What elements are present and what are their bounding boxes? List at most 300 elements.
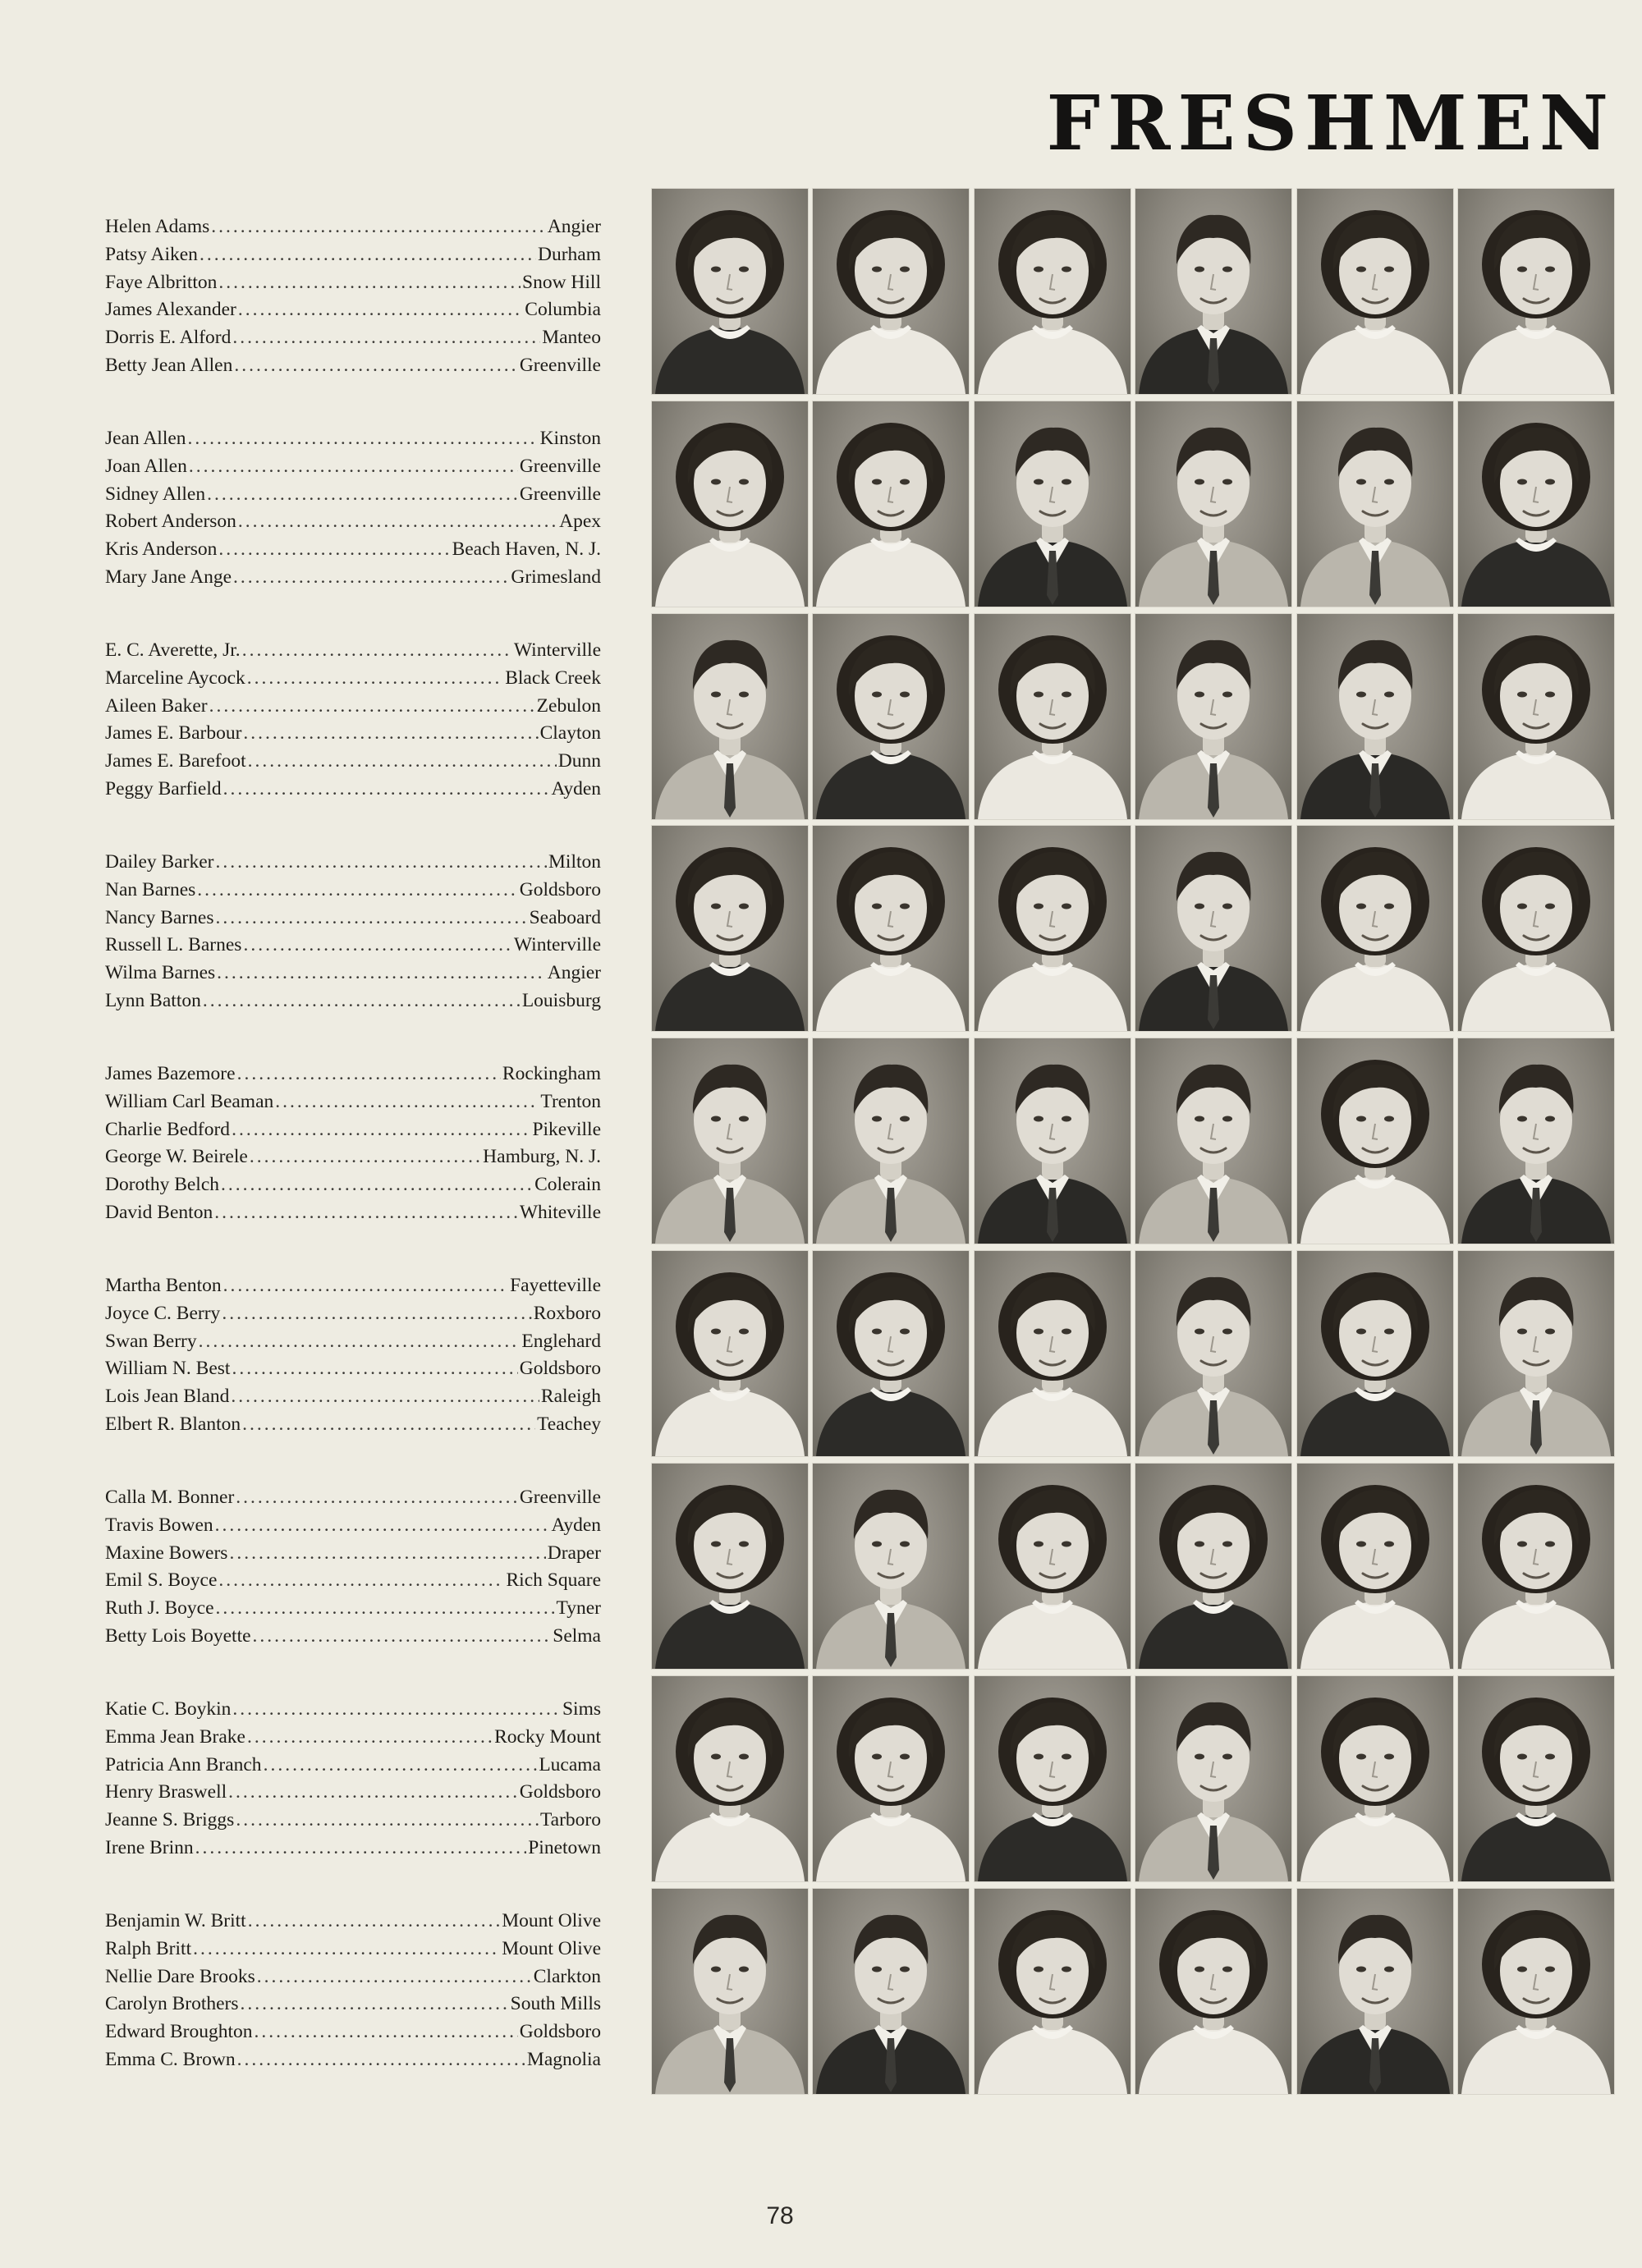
student-hometown: Tyner: [556, 1597, 601, 1620]
student-hometown: Whiteville: [519, 1201, 601, 1223]
portrait-image: [1458, 1251, 1614, 1456]
portrait-image: [1135, 1464, 1291, 1669]
student-name: Emil S. Boyce: [105, 1569, 218, 1592]
student-name: Nan Barnes: [105, 878, 196, 900]
student-hometown: Lucama: [539, 1753, 601, 1775]
student-entry: [105, 1088, 601, 1116]
student-name: Joyce C. Berry: [105, 1302, 221, 1324]
student-name: Patricia Ann Branch: [105, 1753, 262, 1775]
student-name: Edward Broughton: [105, 2021, 253, 2043]
page-title: FRESHMEN: [1046, 79, 1616, 167]
student-portrait: [1297, 1889, 1453, 2094]
student-portrait: [1297, 189, 1453, 394]
student-portrait: [975, 189, 1131, 394]
portrait-image: [975, 826, 1131, 1031]
student-entry: [105, 1963, 601, 1991]
portrait-image: [813, 614, 969, 819]
student-portrait: [1458, 1251, 1614, 1456]
student-name: Aileen Baker: [105, 694, 208, 717]
student-hometown: Angier: [547, 962, 601, 984]
student-portrait: [652, 1676, 808, 1881]
student-entry: [105, 987, 601, 1015]
portrait-image: [813, 1676, 969, 1881]
student-entry: [105, 2046, 601, 2074]
student-hometown: Dunn: [557, 750, 601, 772]
portrait-image: [813, 189, 969, 394]
portrait-image: [813, 1464, 969, 1669]
student-name: Peggy Barfield: [105, 777, 222, 800]
portrait-image: [1458, 1889, 1614, 2094]
student-portrait: [1458, 189, 1614, 394]
dot-leader: [215, 905, 527, 932]
student-hometown: Pinetown: [528, 1836, 601, 1858]
student-name: Lynn Batton: [105, 989, 201, 1011]
portrait-image: [1297, 1464, 1453, 1669]
dot-leader: [188, 425, 539, 453]
student-portrait: [813, 189, 969, 394]
student-entry: [105, 213, 601, 241]
dot-leader: [215, 849, 547, 877]
student-portrait: [813, 614, 969, 819]
name-group: [105, 1272, 601, 1439]
portrait-image: [1458, 189, 1614, 394]
dot-leader: [232, 1355, 517, 1383]
student-portrait: [813, 826, 969, 1031]
name-group: [105, 425, 601, 592]
student-entry: [105, 508, 601, 536]
student-entry: [105, 637, 601, 665]
student-portrait: [1458, 1889, 1614, 2094]
dot-leader: [253, 1623, 552, 1651]
student-name: Russell L. Barnes: [105, 934, 242, 956]
student-hometown: Goldsboro: [519, 2021, 601, 2043]
dot-leader: [255, 2018, 518, 2046]
student-name: William Carl Beaman: [105, 1090, 274, 1112]
student-name: Martha Benton: [105, 1275, 222, 1296]
portrait-image: [1297, 401, 1453, 607]
name-group: [105, 213, 601, 380]
student-entry: [105, 241, 601, 269]
student-hometown: Manteo: [542, 327, 601, 349]
student-name: James E. Barbour: [105, 722, 242, 745]
portrait-image: [652, 1676, 808, 1881]
dot-leader: [203, 987, 521, 1015]
dot-leader: [231, 1383, 539, 1411]
portrait-image: [975, 614, 1131, 819]
student-hometown: South Mills: [510, 1993, 601, 2015]
student-name: Katie C. Boykin: [105, 1698, 232, 1720]
student-hometown: Angier: [547, 216, 601, 237]
student-hometown: Kinston: [539, 428, 601, 449]
student-portrait: [1135, 1251, 1291, 1456]
portrait-image: [652, 189, 808, 394]
name-group: [105, 637, 601, 804]
student-name: Faye Albritton: [105, 271, 218, 293]
student-hometown: Goldsboro: [519, 1358, 601, 1380]
student-hometown: Roxboro: [533, 1302, 601, 1324]
student-name: Sidney Allen: [105, 483, 206, 505]
dot-leader: [237, 2046, 525, 2074]
portrait-image: [1135, 1251, 1291, 1456]
portrait-image: [1297, 1038, 1453, 1244]
student-portrait: [975, 614, 1131, 819]
portrait-image: [975, 1464, 1131, 1669]
portrait-image: [1135, 189, 1291, 394]
student-entry: [105, 1484, 601, 1512]
student-portrait: [1458, 826, 1614, 1031]
student-name: Betty Jean Allen: [105, 354, 233, 376]
student-hometown: Rocky Mount: [494, 1725, 601, 1748]
student-name: George W. Beirele: [105, 1146, 248, 1168]
student-name: William N. Best: [105, 1358, 231, 1380]
portrait-image: [975, 1038, 1131, 1244]
dot-leader: [238, 508, 557, 536]
dot-leader: [233, 564, 509, 592]
student-hometown: Greenville: [519, 455, 601, 477]
student-portrait: [813, 1889, 969, 2094]
student-portrait: [652, 401, 808, 607]
student-portrait: [652, 189, 808, 394]
dot-leader: [248, 748, 557, 776]
dot-leader: [242, 637, 512, 665]
portrait-image: [1458, 401, 1614, 607]
student-entry: [105, 1595, 601, 1623]
student-portrait: [1297, 614, 1453, 819]
dot-leader: [195, 1835, 527, 1863]
student-hometown: Greenville: [519, 354, 601, 376]
student-entry: [105, 932, 601, 960]
portrait-image: [1458, 1038, 1614, 1244]
student-name: Helen Adams: [105, 216, 210, 237]
student-entry: [105, 1779, 601, 1807]
dot-leader: [218, 1567, 504, 1595]
portrait-image: [1135, 826, 1291, 1031]
student-hometown: Louisburg: [521, 989, 601, 1011]
student-portrait: [1135, 1676, 1291, 1881]
student-entry: [105, 960, 601, 987]
student-name: Lois Jean Bland: [105, 1386, 230, 1408]
student-portrait: [1135, 1464, 1291, 1669]
student-hometown: Raleigh: [540, 1386, 601, 1408]
portrait-image: [652, 1889, 808, 2094]
portrait-image: [1458, 1676, 1614, 1881]
dot-leader: [234, 352, 517, 380]
student-portrait: [813, 1038, 969, 1244]
student-portrait: [1135, 614, 1291, 819]
student-hometown: Ayden: [551, 1514, 601, 1536]
dot-leader: [223, 776, 550, 804]
dot-leader: [237, 1061, 501, 1088]
student-entry: [105, 1383, 601, 1411]
student-name: Nancy Barnes: [105, 906, 214, 928]
student-hometown: Mount Olive: [502, 1937, 601, 1959]
student-hometown: Clayton: [539, 722, 601, 745]
student-entry: [105, 564, 601, 592]
dot-leader: [264, 1752, 538, 1780]
student-portrait: [975, 1676, 1131, 1881]
dot-leader: [243, 932, 511, 960]
student-portrait: [652, 826, 808, 1031]
student-name: Wilma Barnes: [105, 962, 216, 984]
student-hometown: Goldsboro: [519, 1781, 601, 1803]
dot-leader: [232, 1696, 561, 1724]
portrait-image: [1135, 614, 1291, 819]
student-portrait: [1135, 189, 1291, 394]
student-hometown: Clarkton: [533, 1965, 601, 1987]
student-name: Nellie Dare Brooks: [105, 1965, 255, 1987]
student-hometown: Zebulon: [536, 694, 601, 717]
student-name: E. C. Averette, Jr.: [105, 639, 241, 661]
student-entry: [105, 905, 601, 932]
student-entry: [105, 324, 601, 352]
dot-leader: [236, 1484, 518, 1512]
student-entry: [105, 1328, 601, 1356]
student-entry: [105, 1355, 601, 1383]
student-entry: [105, 1991, 601, 2018]
name-group: [105, 1908, 601, 2074]
student-entry: [105, 1807, 601, 1835]
student-portrait: [975, 1038, 1131, 1244]
student-entry: [105, 1752, 601, 1780]
student-hometown: Grimesland: [511, 566, 601, 588]
dot-leader: [222, 1300, 531, 1328]
student-entry: [105, 269, 601, 297]
student-portrait: [1458, 1676, 1614, 1881]
portrait-image: [1297, 1889, 1453, 2094]
student-name: Dorothy Belch: [105, 1174, 220, 1196]
student-hometown: Magnolia: [526, 2048, 601, 2070]
portrait-image: [975, 401, 1131, 607]
dot-leader: [218, 269, 521, 297]
dot-leader: [217, 960, 546, 987]
student-entry: [105, 693, 601, 721]
student-name: Patsy Aiken: [105, 243, 198, 265]
portrait-image: [652, 401, 808, 607]
student-portrait: [1297, 1251, 1453, 1456]
student-portrait: [652, 1251, 808, 1456]
student-portrait: [1297, 1038, 1453, 1244]
student-name: James Bazemore: [105, 1063, 236, 1084]
student-portrait: [1135, 1889, 1291, 2094]
student-hometown: Snow Hill: [522, 271, 601, 293]
portrait-image: [1297, 1676, 1453, 1881]
student-entry: [105, 1171, 601, 1199]
portrait-image: [975, 1676, 1131, 1881]
student-entry: [105, 849, 601, 877]
student-hometown: Winterville: [513, 639, 601, 661]
student-entry: [105, 2018, 601, 2046]
student-name: Emma Jean Brake: [105, 1725, 245, 1748]
dot-leader: [232, 1116, 530, 1144]
student-name: Elbert R. Blanton: [105, 1413, 241, 1435]
dot-leader: [247, 1724, 493, 1752]
student-entry: [105, 296, 601, 324]
student-entry: [105, 1908, 601, 1936]
dot-leader: [238, 296, 523, 324]
student-hometown: Trenton: [540, 1090, 601, 1112]
student-hometown: Seaboard: [529, 906, 601, 928]
student-entry: [105, 748, 601, 776]
portrait-image: [813, 1889, 969, 2094]
portrait-image: [652, 826, 808, 1031]
dot-leader: [218, 536, 450, 564]
student-name: Robert Anderson: [105, 511, 236, 533]
student-hometown: Ayden: [551, 777, 601, 800]
student-portrait: [975, 1889, 1131, 2094]
student-name: Maxine Bowers: [105, 1542, 228, 1564]
student-name: Calla M. Bonner: [105, 1487, 235, 1508]
student-name: Ralph Britt: [105, 1937, 192, 1959]
student-entry: [105, 1143, 601, 1171]
student-portrait: [1297, 1676, 1453, 1881]
student-hometown: Selma: [553, 1624, 601, 1647]
student-portrait: [1135, 1038, 1291, 1244]
portrait-image: [975, 1889, 1131, 2094]
student-entry: [105, 1696, 601, 1724]
student-portrait: [1135, 826, 1291, 1031]
student-name: James E. Barefoot: [105, 750, 246, 772]
student-hometown: Goldsboro: [519, 878, 601, 900]
student-portrait: [813, 401, 969, 607]
dot-leader: [223, 1272, 508, 1300]
student-name: Travis Bowen: [105, 1514, 213, 1536]
dot-leader: [243, 720, 538, 748]
student-hometown: Durham: [537, 243, 601, 265]
student-portrait: [1297, 401, 1453, 607]
student-entry: [105, 1540, 601, 1568]
student-portrait: [1297, 1464, 1453, 1669]
student-hometown: Teachey: [537, 1413, 601, 1435]
dot-leader: [250, 1143, 481, 1171]
portrait-image: [1135, 1889, 1291, 2094]
student-entry: [105, 1116, 601, 1144]
portrait-image: [813, 401, 969, 607]
dot-leader: [275, 1088, 539, 1116]
student-hometown: Englehard: [521, 1330, 601, 1352]
student-hometown: Mount Olive: [502, 1910, 601, 1931]
dot-leader: [211, 213, 545, 241]
student-name: Marceline Aycock: [105, 667, 245, 689]
portrait-image: [1135, 1038, 1291, 1244]
dot-leader: [214, 1199, 518, 1227]
student-name: Ruth J. Boyce: [105, 1597, 214, 1620]
student-entry: [105, 720, 601, 748]
portrait-image: [1297, 1251, 1453, 1456]
student-entry: [105, 877, 601, 905]
student-name: Emma C. Brown: [105, 2048, 236, 2070]
student-name: Joan Allen: [105, 455, 187, 477]
student-entry: [105, 1300, 601, 1328]
portrait-image: [1458, 1464, 1614, 1669]
student-entry: [105, 536, 601, 564]
dot-leader: [221, 1171, 533, 1199]
name-group: [105, 1696, 601, 1863]
student-name: James Alexander: [105, 299, 236, 321]
dot-leader: [216, 1595, 555, 1623]
student-hometown: Black Creek: [505, 667, 601, 689]
student-portrait: [1135, 401, 1291, 607]
portrait-image: [813, 826, 969, 1031]
student-portrait: [1458, 614, 1614, 819]
student-name: Charlie Bedford: [105, 1118, 231, 1140]
student-portrait: [652, 1038, 808, 1244]
portrait-image: [1297, 189, 1453, 394]
student-portrait: [813, 1251, 969, 1456]
student-portrait: [1458, 1038, 1614, 1244]
dot-leader: [228, 1779, 518, 1807]
portrait-image: [975, 1251, 1131, 1456]
name-group: [105, 1484, 601, 1651]
dot-leader: [215, 1512, 550, 1540]
portrait-image: [1135, 1676, 1291, 1881]
student-hometown: Apex: [559, 511, 601, 533]
student-hometown: Fayetteville: [510, 1275, 601, 1296]
student-name: Henry Braswell: [105, 1781, 227, 1803]
dot-leader: [247, 665, 503, 693]
student-portrait: [975, 826, 1131, 1031]
student-portrait: [652, 614, 808, 819]
student-hometown: Milton: [548, 851, 601, 873]
student-hometown: Columbia: [525, 299, 601, 321]
portrait-image: [1458, 614, 1614, 819]
student-hometown: Rich Square: [506, 1569, 601, 1592]
portrait-image: [652, 614, 808, 819]
student-portrait: [652, 1889, 808, 2094]
student-name: David Benton: [105, 1201, 213, 1223]
student-hometown: Tarboro: [539, 1809, 601, 1831]
student-name: Mary Jane Ange: [105, 566, 232, 588]
portrait-image: [1297, 826, 1453, 1031]
student-entry: [105, 1512, 601, 1540]
dot-leader: [229, 1540, 545, 1568]
student-portrait: [975, 1251, 1131, 1456]
portrait-image: [652, 1038, 808, 1244]
student-portrait: [1458, 1464, 1614, 1669]
student-entry: [105, 1835, 601, 1863]
student-entry: [105, 1936, 601, 1963]
portrait-image: [652, 1251, 808, 1456]
page-number: 78: [766, 2202, 794, 2229]
student-name: Jeanne S. Briggs: [105, 1809, 235, 1831]
student-hometown: Pikeville: [532, 1118, 601, 1140]
dot-leader: [257, 1963, 532, 1991]
student-name: Dailey Barker: [105, 851, 214, 873]
name-group: [105, 1061, 601, 1227]
student-entry: [105, 352, 601, 380]
dot-leader: [207, 481, 518, 509]
dot-leader: [193, 1936, 500, 1963]
student-name: Jean Allen: [105, 428, 186, 449]
student-entry: [105, 1199, 601, 1227]
student-name: Betty Lois Boyette: [105, 1624, 251, 1647]
dot-leader: [236, 1807, 539, 1835]
dot-leader: [200, 241, 536, 269]
dot-leader: [248, 1908, 501, 1936]
dot-leader: [199, 1328, 521, 1356]
student-portrait: [813, 1464, 969, 1669]
student-hometown: Sims: [562, 1698, 601, 1720]
student-entry: [105, 1567, 601, 1595]
portrait-image: [1458, 826, 1614, 1031]
dot-leader: [241, 1991, 509, 2018]
student-portrait: [975, 401, 1131, 607]
student-hometown: Winterville: [513, 934, 601, 956]
dot-leader: [189, 453, 518, 481]
dot-leader: [197, 877, 517, 905]
student-hometown: Hamburg, N. J.: [483, 1146, 601, 1168]
student-portrait: [1297, 826, 1453, 1031]
name-group: [105, 849, 601, 1015]
